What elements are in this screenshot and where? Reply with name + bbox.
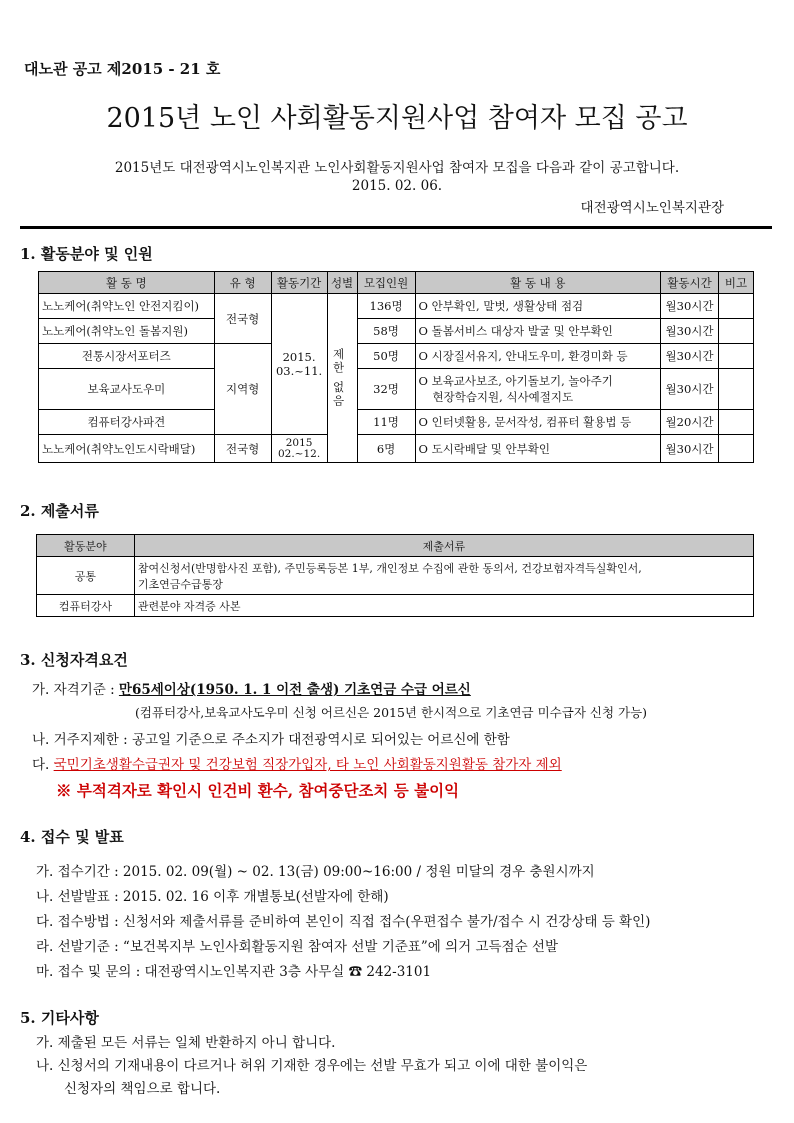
header-note: 비고 [718,272,753,294]
activity-name: 보육교사도우미 [39,369,215,410]
activity-content: O 도시락배달 및 안부확인 [415,435,661,463]
qualification-ga-note: (컴퓨터강사,보육교사도우미 신청 어르신은 2015년 한시적으로 기초연금 미수급자 신청 가능) [135,705,648,720]
activity-name: 노노케어(취약노인도시락배달) [39,435,215,463]
documents-table [36,534,754,617]
section2-heading: 2. 제출서류 [20,502,99,520]
qualification-ga-main: 만65세이상(1950. 1. 1 이전 출생) 기초연금 수급 어르신 [118,682,471,698]
recruit-count: 136명 [357,294,415,319]
header-field: 활동분야 [37,535,135,557]
activity-note [718,344,753,369]
recruit-count: 11명 [357,410,415,435]
recruit-count: 32명 [357,369,415,410]
activity-content: O 인터넷활용, 문서작성, 컴퓨터 활용법 등 [415,410,661,435]
activity-name: 노노케어(취약노인 돌봄지원) [39,319,215,344]
qualification-da [32,753,562,773]
activity-period: 2015 02.~12. [271,435,327,463]
notice-date: 2015. 02. 06. [351,178,443,194]
activity-name: 노노케어(취약노인 안전지킴이) [39,294,215,319]
table-row [39,319,754,344]
activity-content [415,369,661,410]
doc-field: 컴퓨터강사 [37,595,135,617]
qualification-da-prefix: 다. [32,757,54,773]
activity-type: 지역형 [214,344,271,435]
doc-line-2: 기초연금수급통장 [137,577,223,591]
content-line-1: O 보육교사보조, 아기돌보기, 놀아주기 [418,374,613,388]
section4-heading: 4. 접수 및 발표 [20,828,124,846]
activity-note [718,410,753,435]
header-content: 활 동 내 용 [415,272,661,294]
doc-field: 공통 [37,557,135,595]
activity-hours: 월30시간 [661,369,719,410]
doc-list: 관련분야 자격증 사본 [134,595,753,617]
activity-table [38,271,754,463]
section5-heading: 5. 기타사항 [20,1009,99,1027]
activity-type: 전국형 [214,435,271,463]
table-row [39,344,754,369]
qualification-na: 나. 거주지제한 : 공고일 기준으로 주소지가 대전광역시로 되어있는 어르신에 한함 [32,732,510,748]
header-count: 모집인원 [357,272,415,294]
activity-note [718,319,753,344]
activity-content: O 시장질서유지, 안내도우미, 환경미화 등 [415,344,661,369]
activity-note [718,294,753,319]
receipt-item: 가. 접수기간 : 2015. 02. 09(월) ~ 02. 13(금) 09:00~16:00 / 정원 미달의 경우 충원시까지 [36,864,595,880]
activity-note [718,369,753,410]
doc-line-1: 참여신청서(반명함사진 포함), 주민등록등본 1부, 개인정보 수집에 관한 동의서, 건강보험자격득실확인서, [137,561,642,575]
activity-hours: 월30시간 [661,294,719,319]
section1-heading: 1. 활동분야 및 인원 [20,245,153,263]
table-row [37,595,754,617]
receipt-item: 라. 선발기준 : “보건복지부 노인사회활동지원 참여자 선발 기준표”에 의거 고득점순 선발 [36,939,558,955]
other-item: 가. 제출된 모든 서류는 일체 반환하지 아니 합니다. [36,1035,336,1051]
qualification-ga-prefix: 가. 자격기준 : [32,682,119,698]
table-header-row [39,272,754,294]
qualification-ga [32,678,471,698]
header-type: 유 형 [214,272,271,294]
table-row [39,294,754,319]
section3-heading: 3. 신청자격요건 [20,651,128,669]
activity-hours: 월30시간 [661,319,719,344]
table-row [39,369,754,410]
activity-name: 컴퓨터강사파견 [39,410,215,435]
other-item: 나. 신청서의 기재내용이 다르거나 허위 기재한 경우에는 선발 무효가 되고 이에 대한 불이익은 [36,1058,588,1074]
gender-limit [327,294,357,463]
table-row [37,557,754,595]
signature: 대전광역시노인복지관장 [580,200,724,216]
activity-content: O 돌봄서비스 대상자 발굴 및 안부확인 [415,319,661,344]
activity-note [718,435,753,463]
recruit-count: 58명 [357,319,415,344]
activity-type: 전국형 [214,294,271,344]
receipt-item: 마. 접수 및 문의 : 대전광역시노인복지관 3층 사무실 ☎ 242-3101 [36,964,432,980]
header-period: 활동기간 [271,272,327,294]
notice-number: 대노관 공고 제2015 - 21 호 [24,60,221,78]
activity-hours: 월30시간 [661,435,719,463]
content-line-2: 현장학습지원, 식사예절지도 [432,390,574,404]
activity-hours: 월20시간 [661,410,719,435]
activity-period: 2015. 03.~11. [271,294,327,435]
activity-content: O 안부확인, 말벗, 생활상태 점검 [415,294,661,319]
page-title: 2015년 노인 사회활동지원사업 참여자 모집 공고 [106,103,688,134]
header-gender: 성별 [327,272,357,294]
activity-name: 전통시장서포터즈 [39,344,215,369]
recruit-count: 6명 [357,435,415,463]
doc-list [134,557,753,595]
qualification-da-text: 국민기초생활수급권자 및 건강보험 직장가입자, 타 노인 사회활동지원활동 참가자 제외 [53,757,562,773]
intro-text: 2015년도 대전광역시노인복지관 노인사회활동지원사업 참여자 모집을 다음과 같이 공고합니다. [114,160,680,176]
warning-text: ※ 부적격자로 확인시 인건비 환수, 참여중단조치 등 불이익 [56,781,460,800]
receipt-item: 다. 접수방법 : 신청서와 제출서류를 준비하여 본인이 직접 접수(우편접수 불가/접수 시 건강상태 등 확인) [36,914,651,930]
table-row [39,435,754,463]
recruit-count: 50명 [357,344,415,369]
other-item: 신청자의 책임으로 합니다. [64,1081,221,1097]
gender-text: 제한 없음 [331,348,346,408]
header-hours: 활동시간 [661,272,719,294]
table-header-row [37,535,754,557]
table-row [39,410,754,435]
header-docs: 제출서류 [134,535,753,557]
divider [20,226,772,229]
header-name: 활 동 명 [39,272,215,294]
activity-hours: 월30시간 [661,344,719,369]
receipt-item: 나. 선발발표 : 2015. 02. 16 이후 개별통보(선발자에 한해) [36,889,389,905]
